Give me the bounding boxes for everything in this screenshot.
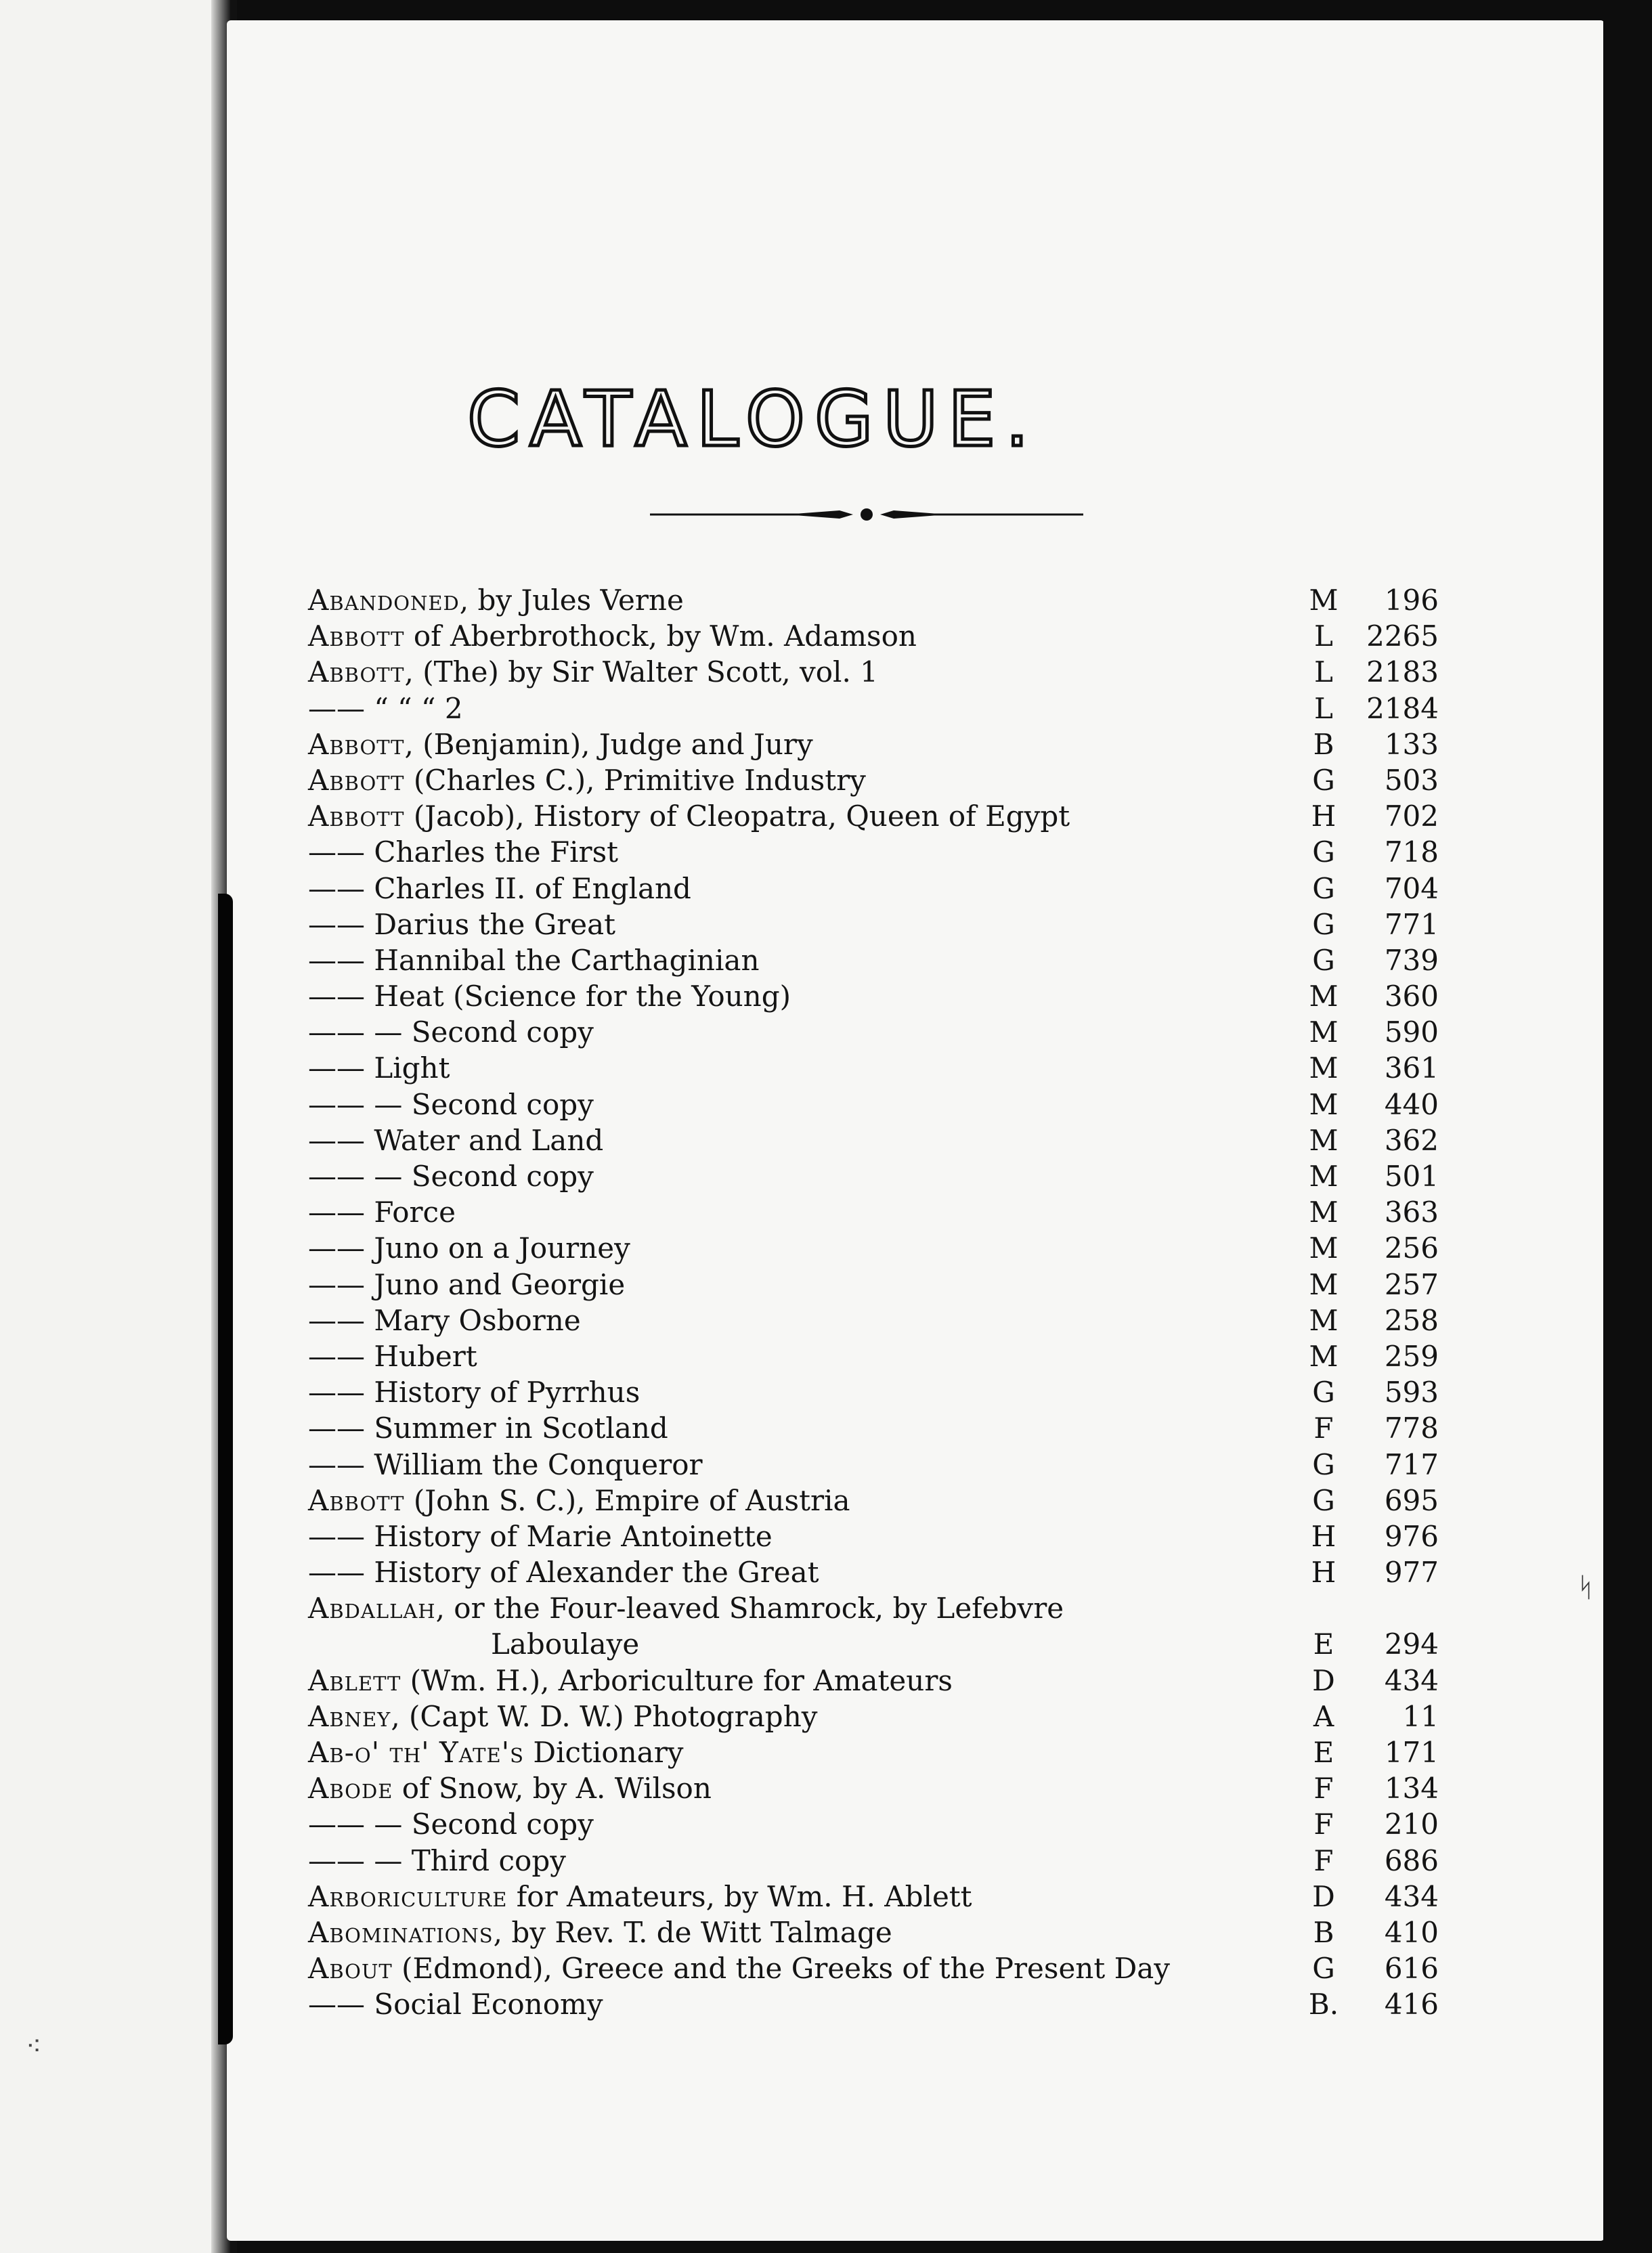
entry-class: G xyxy=(1312,1483,1335,1517)
dot-leader xyxy=(460,1050,1300,1086)
catalogue-entry xyxy=(308,1699,1439,1734)
entry-title: —— Light xyxy=(308,1051,450,1085)
entry-number: 718 xyxy=(1384,835,1439,869)
entry-title: —— Juno on a Journey xyxy=(308,1231,630,1265)
catalogue-list xyxy=(308,582,1439,2023)
entry-text xyxy=(308,1158,594,1194)
entry-heading: About xyxy=(308,1952,393,1986)
entry-text xyxy=(308,654,878,690)
entry-class: G xyxy=(1312,763,1335,797)
entry-number: 2265 xyxy=(1366,619,1439,653)
dot-leader xyxy=(649,1626,1300,1662)
page-edge xyxy=(1603,0,1652,2253)
dot-leader xyxy=(613,1122,1300,1158)
entry-title: (John S. C.), Empire of Austria xyxy=(404,1483,850,1517)
catalogue-entry xyxy=(308,906,1439,942)
entry-number: 440 xyxy=(1384,1087,1439,1121)
entry-class: G xyxy=(1312,1376,1335,1409)
catalogue-entry xyxy=(308,726,1439,762)
entry-class: M xyxy=(1309,584,1339,617)
entry-title: , by Jules Verne xyxy=(459,584,684,617)
entry-class: H xyxy=(1311,1519,1336,1553)
entry-number: 434 xyxy=(1384,1879,1439,1913)
entry-number: 256 xyxy=(1384,1231,1439,1265)
entry-number: 771 xyxy=(1384,907,1439,941)
entry-class: G xyxy=(1312,907,1335,941)
entry-text xyxy=(308,1699,817,1734)
entry-number: 360 xyxy=(1384,980,1439,1013)
dot-leader xyxy=(693,582,1300,618)
entry-text xyxy=(308,906,615,942)
entry-class: G xyxy=(1312,835,1335,869)
entry-class: M xyxy=(1309,1087,1339,1121)
entry-class: M xyxy=(1309,1015,1339,1049)
entry-number: 976 xyxy=(1384,1519,1439,1553)
entry-title: , by Rev. T. de Witt Talmage xyxy=(493,1915,892,1949)
catalogue-entry xyxy=(308,1483,1439,1518)
catalogue-entry xyxy=(308,1843,1439,1879)
catalogue-entry xyxy=(308,1590,1439,1626)
entry-number: 363 xyxy=(1384,1196,1439,1229)
entry-title: —— Heat (Science for the Young) xyxy=(308,980,791,1013)
entry-number: 294 xyxy=(1384,1627,1439,1661)
entry-title: of Snow, by A. Wilson xyxy=(393,1772,712,1806)
dot-leader xyxy=(634,1267,1300,1303)
catalogue-entry xyxy=(308,1303,1439,1338)
catalogue-entry xyxy=(308,1518,1439,1554)
entry-class: F xyxy=(1313,1412,1334,1445)
entry-class: E xyxy=(1313,1627,1334,1661)
entry-text xyxy=(308,618,917,654)
catalogue-entry xyxy=(308,798,1439,834)
dot-leader xyxy=(487,1338,1300,1374)
dot-leader xyxy=(902,1915,1300,1950)
entry-text xyxy=(308,1986,603,2022)
entry-text xyxy=(308,1915,892,1950)
entry-text xyxy=(308,1554,819,1590)
entry-number: 695 xyxy=(1384,1483,1439,1517)
entry-heading: Arboriculture xyxy=(308,1879,508,1913)
dot-leader xyxy=(782,1518,1300,1554)
catalogue-entry xyxy=(308,1734,1439,1770)
entry-number: 2184 xyxy=(1366,691,1439,725)
entry-number: 739 xyxy=(1384,943,1439,977)
entry-class: M xyxy=(1309,1267,1339,1301)
entry-text xyxy=(308,1050,450,1086)
dot-leader xyxy=(1079,798,1300,834)
dot-leader xyxy=(888,654,1300,690)
entry-title: , (The) by Sir Walter Scott, vol. 1 xyxy=(404,655,878,689)
dot-leader xyxy=(628,834,1300,870)
dot-leader xyxy=(860,1483,1300,1518)
dot-leader xyxy=(603,1158,1300,1194)
entry-title: —— Force xyxy=(308,1196,456,1229)
entry-title: —— Charles II. of England xyxy=(308,871,691,905)
dot-leader xyxy=(590,1303,1300,1338)
catalogue-entry xyxy=(308,1447,1439,1483)
entry-text xyxy=(308,834,618,870)
dot-leader xyxy=(625,906,1300,942)
entry-class: M xyxy=(1309,1196,1339,1229)
entry-text xyxy=(308,978,791,1014)
entry-number: 717 xyxy=(1384,1447,1439,1481)
entry-text xyxy=(308,1374,640,1410)
entry-number: 258 xyxy=(1384,1303,1439,1337)
entry-class: M xyxy=(1309,1051,1339,1085)
catalogue-entry xyxy=(308,1267,1439,1303)
entry-text xyxy=(308,1194,456,1230)
entry-title: —— Hannibal the Carthaginian xyxy=(308,943,760,977)
dot-leader xyxy=(613,1986,1300,2022)
dot-leader xyxy=(962,1663,1300,1699)
entry-title: , (Benjamin), Judge and Jury xyxy=(404,727,813,761)
dot-leader xyxy=(640,1230,1300,1266)
entry-title: (Wm. H.), Arboriculture for Amateurs xyxy=(401,1663,953,1697)
entry-title: —— Water and Land xyxy=(308,1123,604,1157)
catalogue-entry xyxy=(308,762,1439,798)
ink-speck: ⁖ xyxy=(26,2031,42,2062)
entry-text xyxy=(308,691,463,726)
entry-text xyxy=(308,1303,581,1338)
catalogue-entry xyxy=(308,1915,1439,1950)
catalogue-entry xyxy=(308,834,1439,870)
catalogue-entry xyxy=(308,1087,1439,1122)
entry-heading: Abbott xyxy=(308,727,405,761)
entry-text xyxy=(308,1806,594,1842)
dot-leader xyxy=(827,1699,1300,1734)
entry-heading: Abode xyxy=(308,1772,393,1806)
entry-text xyxy=(308,1770,712,1806)
dot-leader xyxy=(926,618,1300,654)
dot-leader xyxy=(701,871,1300,906)
entry-title: —— — Second copy xyxy=(308,1015,594,1049)
entry-title: , or the Four-leaved Shamrock, by Lefebvre xyxy=(435,1592,1064,1625)
entry-class: G xyxy=(1312,871,1335,905)
entry-number: 434 xyxy=(1384,1663,1439,1697)
dot-leader xyxy=(603,1087,1300,1122)
catalogue-entry xyxy=(308,618,1439,654)
catalogue-entry xyxy=(308,1879,1439,1915)
entry-class: M xyxy=(1309,1160,1339,1193)
dot-leader xyxy=(829,1554,1300,1590)
entry-class: D xyxy=(1312,1879,1335,1913)
catalogue-entry xyxy=(308,582,1439,618)
entry-number: 977 xyxy=(1384,1556,1439,1590)
entry-text xyxy=(308,1734,684,1770)
entry-text xyxy=(308,1410,668,1446)
entry-text xyxy=(308,726,813,762)
entry-text xyxy=(308,1879,972,1915)
entry-number: 171 xyxy=(1384,1736,1439,1769)
dot-leader xyxy=(649,1374,1300,1410)
entry-heading: Abdallah xyxy=(308,1592,436,1625)
dot-leader xyxy=(1179,1950,1300,1986)
entry-heading: Ab-o' th' Yate's xyxy=(308,1736,525,1769)
entry-title: —— Social Economy xyxy=(308,1988,603,2021)
entry-heading: Abney xyxy=(308,1699,391,1733)
entry-heading: Abbott xyxy=(308,655,405,689)
dot-leader xyxy=(800,978,1300,1014)
entry-heading: Abbott xyxy=(308,763,405,797)
entry-text xyxy=(308,1590,1064,1626)
left-page xyxy=(0,0,230,2253)
entry-text xyxy=(308,1087,594,1122)
entry-title: —— — Third copy xyxy=(308,1843,566,1877)
entry-number: 704 xyxy=(1384,871,1439,905)
catalogue-entry xyxy=(308,1194,1439,1230)
entry-number: 702 xyxy=(1384,800,1439,833)
entry-class: L xyxy=(1314,619,1333,653)
catalogue-entry xyxy=(308,1230,1439,1266)
catalogue-entry xyxy=(308,1770,1439,1806)
entry-title: Dictionary xyxy=(524,1736,684,1769)
dot-leader xyxy=(982,1879,1300,1915)
entry-class: F xyxy=(1313,1772,1334,1806)
entry-text xyxy=(308,1483,850,1518)
entry-number: 503 xyxy=(1384,763,1439,797)
catalogue-entry xyxy=(308,1122,1439,1158)
catalogue-entry xyxy=(308,978,1439,1014)
entry-heading: Abominations xyxy=(308,1915,494,1949)
dot-leader xyxy=(823,726,1300,762)
catalogue-entry xyxy=(308,1050,1439,1086)
entry-text xyxy=(308,1663,953,1699)
entry-title: —— “ “ “ 2 xyxy=(308,691,463,725)
catalogue-entry xyxy=(308,1338,1439,1374)
entry-heading: Abandoned xyxy=(308,584,460,617)
entry-number: 11 xyxy=(1402,1699,1439,1733)
entry-title: (Charles C.), Primitive Industry xyxy=(404,763,866,797)
entry-class: M xyxy=(1309,1123,1339,1157)
entry-text xyxy=(308,1447,703,1483)
entry-heading: Abbott xyxy=(308,1483,405,1517)
entry-number: 134 xyxy=(1384,1772,1439,1806)
title-ornament xyxy=(650,501,1083,528)
entry-number: 257 xyxy=(1384,1267,1439,1301)
dot-leader xyxy=(875,762,1300,798)
entry-class: L xyxy=(1314,691,1333,725)
entry-class: M xyxy=(1309,980,1339,1013)
catalogue-entry xyxy=(308,1986,1439,2022)
entry-number: 686 xyxy=(1384,1843,1439,1877)
entry-number: 416 xyxy=(1384,1988,1439,2021)
entry-class: A xyxy=(1313,1699,1334,1733)
entry-text xyxy=(308,1518,773,1554)
entry-text xyxy=(308,1230,630,1266)
entry-text xyxy=(308,942,760,978)
entry-class: G xyxy=(1312,943,1335,977)
page-title: CATALOGUE. xyxy=(467,376,1039,464)
entry-heading: Abbott xyxy=(308,800,405,833)
entry-number: 616 xyxy=(1384,1952,1439,1986)
entry-class: M xyxy=(1309,1339,1339,1373)
entry-text xyxy=(308,762,866,798)
catalogue-entry xyxy=(308,654,1439,690)
entry-text xyxy=(308,798,1070,834)
entry-class: M xyxy=(1309,1303,1339,1337)
entry-title: (Jacob), History of Cleopatra, Queen of Egypt xyxy=(404,800,1070,833)
binding-shadow xyxy=(218,894,233,2044)
dot-leader xyxy=(678,1410,1300,1446)
entry-class: F xyxy=(1313,1843,1334,1877)
entry-title: , (Capt W. D. W.) Photography xyxy=(391,1699,818,1733)
dot-leader xyxy=(575,1843,1300,1879)
entry-number: 133 xyxy=(1384,727,1439,761)
entry-title: —— — Second copy xyxy=(308,1808,594,1841)
entry-class: M xyxy=(1309,1231,1339,1265)
entry-number: 2183 xyxy=(1366,655,1439,689)
entry-class: L xyxy=(1314,655,1333,689)
entry-class: B xyxy=(1313,727,1334,761)
catalogue-entry xyxy=(308,1410,1439,1446)
entry-text xyxy=(308,1267,625,1303)
entry-class: H xyxy=(1311,1556,1336,1590)
entry-heading: Abbott xyxy=(308,619,405,653)
entry-title: —— Mary Osborne xyxy=(308,1303,581,1337)
entry-class: G xyxy=(1312,1447,1335,1481)
entry-text xyxy=(308,1122,603,1158)
entry-class: B. xyxy=(1308,1988,1339,2021)
entry-title: —— — Second copy xyxy=(308,1087,594,1121)
entry-number: 259 xyxy=(1384,1339,1439,1373)
catalogue-entry xyxy=(308,1374,1439,1410)
entry-text xyxy=(308,1950,1170,1986)
dot-leader xyxy=(712,1447,1300,1483)
entry-title: —— Juno and Georgie xyxy=(308,1267,626,1301)
entry-title: for Amateurs, by Wm. H. Ablett xyxy=(507,1879,972,1913)
catalogue-entry xyxy=(308,691,1439,726)
entry-number: 361 xyxy=(1384,1051,1439,1085)
catalogue-entry xyxy=(308,942,1439,978)
entry-title: —— — Second copy xyxy=(308,1160,594,1193)
entry-text xyxy=(308,1014,594,1050)
catalogue-entry xyxy=(308,1014,1439,1050)
entry-title: Laboulaye xyxy=(491,1627,640,1661)
catalogue-entry xyxy=(308,1950,1439,1986)
dot-leader xyxy=(473,691,1300,726)
entry-title: of Aberbrothock, by Wm. Adamson xyxy=(404,619,917,653)
entry-title: —— History of Alexander the Great xyxy=(308,1556,819,1590)
dot-leader xyxy=(603,1806,1300,1842)
entry-number: 196 xyxy=(1384,584,1439,617)
entry-title: —— William the Conqueror xyxy=(308,1447,703,1481)
entry-title: —— Hubert xyxy=(308,1339,477,1373)
entry-title: —— Summer in Scotland xyxy=(308,1412,668,1445)
entry-text xyxy=(308,871,691,906)
catalogue-entry xyxy=(308,1158,1439,1194)
entry-title: —— Charles the First xyxy=(308,835,619,869)
entry-heading: Ablett xyxy=(308,1663,401,1697)
entry-text xyxy=(308,1338,477,1374)
entry-title: —— Darius the Great xyxy=(308,907,616,941)
entry-class: H xyxy=(1311,800,1336,833)
entry-number: 362 xyxy=(1384,1123,1439,1157)
dot-leader xyxy=(769,942,1300,978)
entry-number: 593 xyxy=(1384,1376,1439,1409)
entry-title: —— History of Marie Antoinette xyxy=(308,1519,773,1553)
entry-text xyxy=(491,1626,639,1662)
catalogue-entry xyxy=(308,1806,1439,1842)
dot-leader xyxy=(693,1734,1300,1770)
entry-number: 210 xyxy=(1384,1808,1439,1841)
dot-leader xyxy=(721,1770,1300,1806)
entry-class: E xyxy=(1313,1736,1334,1769)
catalogue-entry xyxy=(308,1554,1439,1590)
entry-class: G xyxy=(1312,1952,1335,1986)
entry-class: B xyxy=(1313,1915,1334,1949)
catalogue-entry xyxy=(308,871,1439,906)
entry-title: (Edmond), Greece and the Greeks of the Present Day xyxy=(392,1952,1171,1986)
entry-number: 778 xyxy=(1384,1412,1439,1445)
catalogue-entry xyxy=(308,1663,1439,1699)
entry-title: —— History of Pyrrhus xyxy=(308,1376,640,1409)
entry-number: 590 xyxy=(1384,1015,1439,1049)
margin-mark: ᛋ xyxy=(1578,1572,1594,1603)
entry-number: 501 xyxy=(1384,1160,1439,1193)
catalogue-entry xyxy=(308,1626,1439,1662)
dot-leader xyxy=(603,1014,1300,1050)
entry-text xyxy=(308,1843,566,1879)
entry-number: 410 xyxy=(1384,1915,1439,1949)
dot-leader xyxy=(465,1194,1300,1230)
entry-text xyxy=(308,582,684,618)
entry-class: F xyxy=(1313,1808,1334,1841)
entry-class: D xyxy=(1312,1663,1335,1697)
